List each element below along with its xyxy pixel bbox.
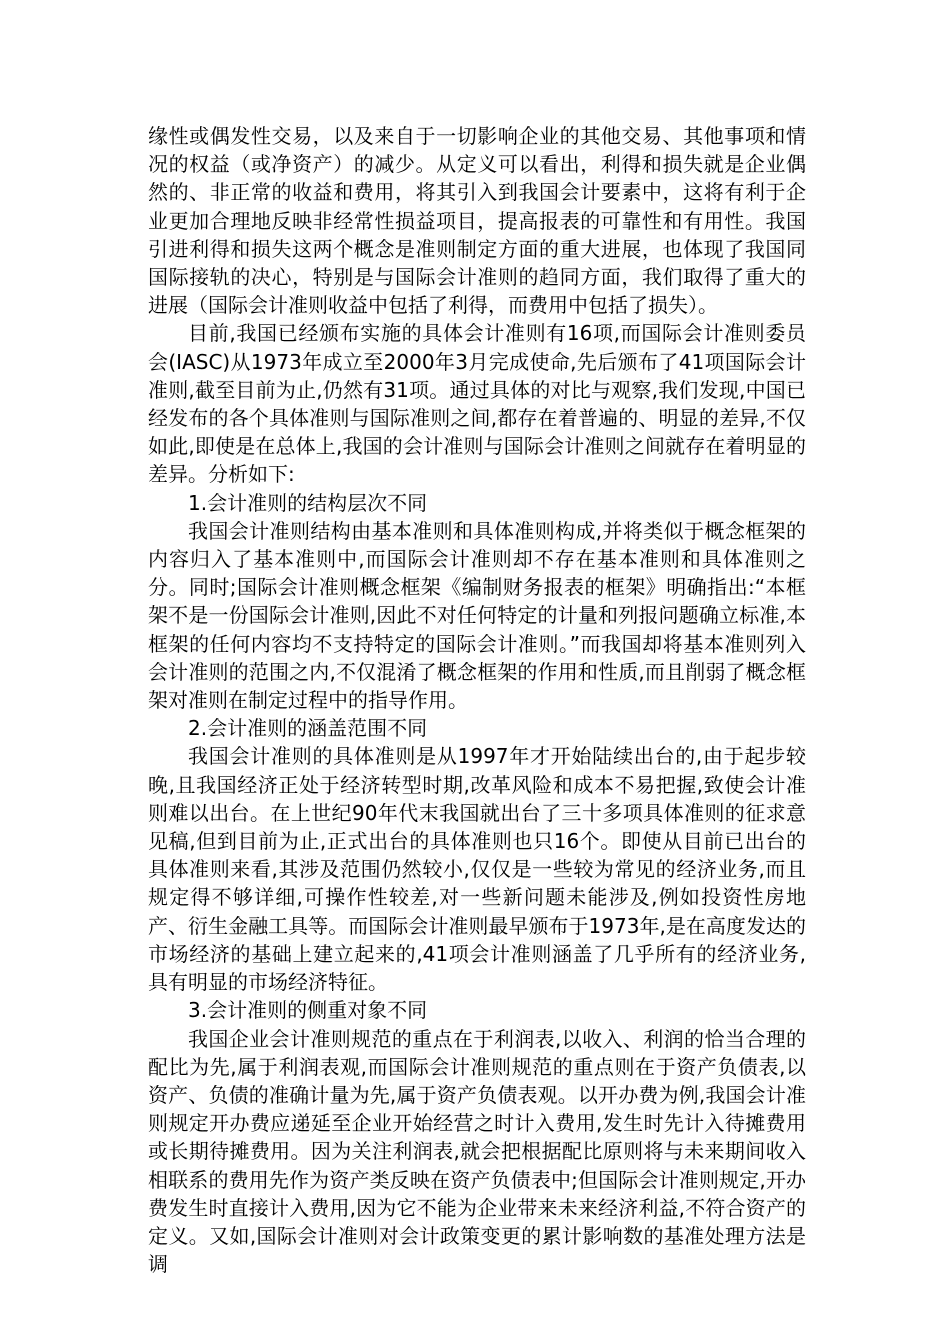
paragraph-scope: 我国会计准则的具体准则是从1997年才开始陆续出台的,由于起步较晚,且我国经济正处于经济转型时期,改革风险和成本不易把握,致使会计准则难以出台。在上世纪90年代末我国就出台了三十多项具体准则的征求意见稿,但到目前为止,正式出台的具体准则也只16个。即使从目前已出台的具体准则来看,其涉及范围仍然较小,仅仅是一些较为常见的经济业务,而且规定得不够详细,可操作性较差,对一些新问题未能涉及,例如投资性房地产、衍生金融工具等。而国际会计准则最早颁布于1973年,是在高度发达的市场经济的基础上建立起来的,41项会计准则涵盖了几乎所有的经济业务,具有明显的市场经济特征。 <box>148 744 806 995</box>
paragraph-focus: 我国企业会计准则规范的重点在于利润表,以收入、利润的恰当合理的配比为先,属于利润表观,而国际会计准则规范的重点则在于资产负债表,以资产、负债的准确计量为先,属于资产负债表观。以开办费为例,我国会计准则规定开办费应递延至企业开始经营之时计入费用,发生时先计入待摊费用或长期待摊费用。因为关注利润表,就会把根据配比原则将与未来期间收入相联系的费用先作为资产类反映在资产负债表中;但国际会计准则规定,开办费发生时直接计入费用,因为它不能为企业带来未来经济利益,不符合资产的定义。又如,国际会计准则对会计政策变更的累计影响数的基准处理方法是调 <box>148 1026 806 1277</box>
document-page <box>148 122 806 1278</box>
paragraph-continuation: 缘性或偶发性交易，以及来自于一切影响企业的其他交易、其他事项和情况的权益（或净资产）的减少。从定义可以看出，利得和损失就是企业偶然的、非正常的收益和费用，将其引入到我国会计要素中，这将有利于企业更加合理地反映非经常性损益项目，提高报表的可靠性和有用性。我国引进利得和损失这两个概念是准则制定方面的重大进展，也体现了我国同国际接轨的决心，特别是与国际会计准则的趋同方面，我们取得了重大的进展（国际会计准则收益中包括了利得，而费用中包括了损失）。 <box>148 124 806 318</box>
paragraph-overview: 目前,我国已经颁布实施的具体会计准则有16项,而国际会计准则委员会(IASC)从1973年成立至2000年3月完成使命,先后颁布了41项国际会计准则,截至目前为止,仍然有31项。通过具体的对比与观察,我们发现,中国已经发布的各个具体准则与国际准则之间,都存在着普遍的、明显的差异,不仅如此,即使是在总体上,我国的会计准则与国际会计准则之间就存在着明显的差异。分析如下: <box>148 321 806 487</box>
paragraph-structure: 我国会计准则结构由基本准则和具体准则构成,并将类似于概念框架的内容归入了基本准则中,而国际会计准则却不存在基本准则和具体准则之分。同时;国际会计准则概念框架《编制财务报表的框架》明确指出:“本框架不是一份国际会计准则,因此不对任何特定的计量和列报问题确立标准,本框架的任何内容均不支持特定的国际会计准则。”而我国却将基本准则列入会计准则的范围之内,不仅混淆了概念框架的作用和性质,而且削弱了概念框架对准则在制定过程中的指导作用。 <box>148 518 806 713</box>
section-heading-structure: 1.会计准则的结构层次不同 <box>188 490 428 515</box>
section-heading-scope: 2.会计准则的涵盖范围不同 <box>188 716 428 741</box>
section-heading-focus: 3.会计准则的侧重对象不同 <box>188 998 428 1023</box>
